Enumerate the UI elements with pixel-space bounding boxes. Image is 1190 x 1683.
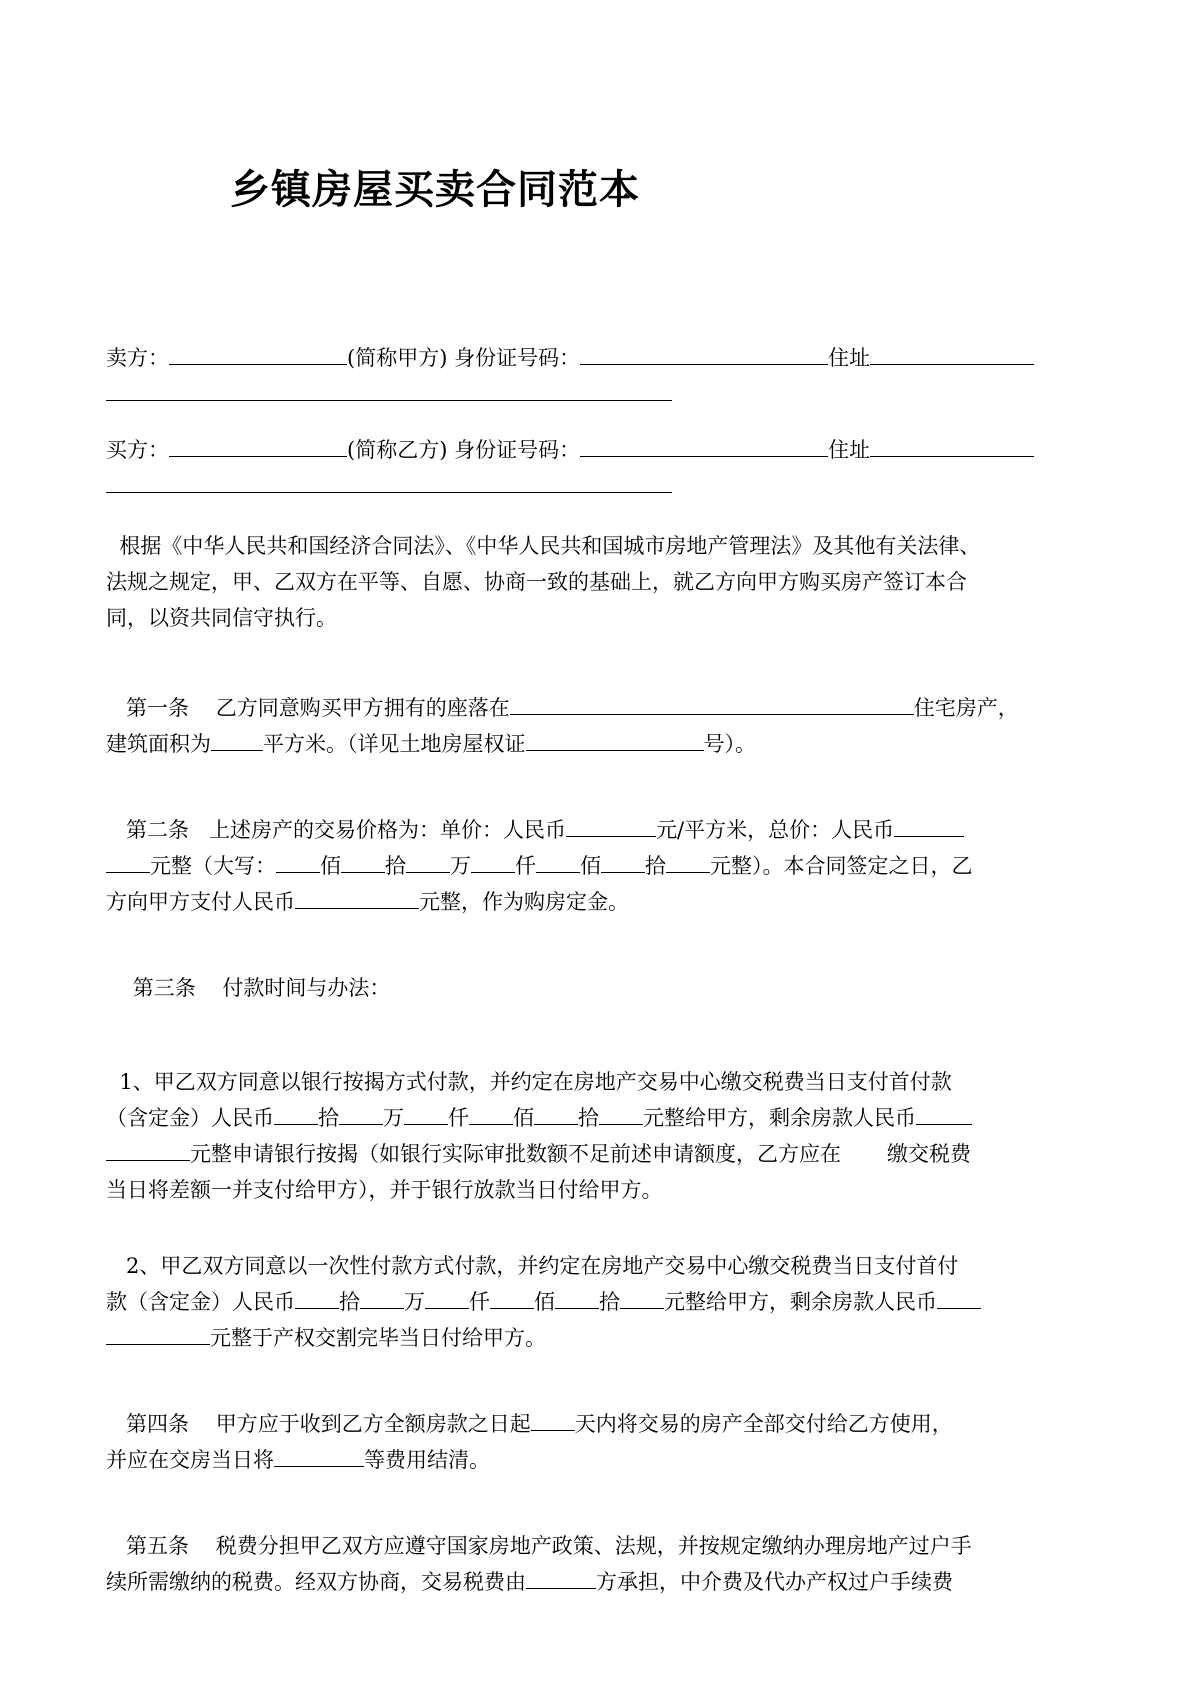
amount-blank [469, 1102, 513, 1125]
unit-label: 万 [404, 1290, 425, 1314]
payment-clause-1 [106, 1064, 1090, 1208]
amount-blank [666, 850, 710, 873]
buyer-address-blank-2 [106, 470, 672, 493]
balance-blank-2 [106, 1138, 190, 1161]
article-4-text: 甲方应于收到乙方全额房款之日起 [215, 1412, 531, 1436]
seller-label: 卖方： [106, 346, 169, 370]
seller-id-label: 身份证号码： [454, 346, 581, 370]
article-2-text: 元/平方米，总价：人民币 [656, 818, 895, 842]
article-5-text: 方承担，中介费及代办产权过户手续费 [596, 1570, 953, 1594]
article-2 [106, 812, 1090, 920]
total-price-blank-2 [106, 850, 150, 873]
fees-blank [274, 1444, 364, 1467]
seller-name-blank [169, 342, 347, 365]
article-1-text: 平方米。（详见土地房屋权证 [263, 732, 526, 756]
buyer-address-label: 住址 [828, 438, 871, 462]
seller-id-blank [580, 342, 828, 365]
preamble-line-1: 根据《中华人民共和国经济合同法》、《中华人民共和国城市房地产管理法》及其他有关法律、 [119, 534, 981, 558]
payment-clause-2 [106, 1248, 1090, 1356]
buyer-name-blank [169, 434, 347, 457]
article-3 [106, 970, 1090, 1006]
amount-blank [295, 1286, 339, 1309]
article-5-text: 续所需缴纳的税费。经双方协商，交易税费由 [106, 1570, 526, 1594]
amount-blank [490, 1286, 534, 1309]
unit-label: 仟 [448, 1106, 469, 1130]
buyer-id-label: 身份证号码： [454, 438, 581, 462]
location-blank [510, 692, 914, 715]
article-4-text: 等费用结清。 [364, 1448, 490, 1472]
total-price-blank [894, 814, 964, 837]
clause-1-text: 当日将差额一并支付给甲方），并于银行放款当日付给甲方。 [106, 1178, 663, 1202]
amount-blank [555, 1286, 599, 1309]
balance-blank [916, 1102, 972, 1125]
clause-2-text: 元整给甲方，剩余房款人民币 [664, 1290, 937, 1314]
article-5-heading: 第五条 [126, 1534, 190, 1558]
certificate-blank [526, 728, 704, 751]
article-2-text: 元整，作为购房定金。 [419, 890, 629, 914]
clause-1-text: 1、甲乙双方同意以银行按揭方式付款，并约定在房地产交易中心缴交税费当日支付首付款 [119, 1070, 952, 1094]
clause-1-text: 缴交税费 [887, 1142, 971, 1166]
unit-label: 万 [383, 1106, 404, 1130]
amount-blank [536, 850, 580, 873]
buyer-id-blank [580, 434, 828, 457]
amount-blank [341, 850, 385, 873]
preamble-line-2: 法规之规定，甲、乙双方在平等、自愿、协商一致的基础上，就乙方向甲方购买房产签订本合 [106, 570, 967, 594]
amount-blank [601, 850, 645, 873]
unit-label: 万 [450, 854, 471, 878]
balance-blank-2 [106, 1322, 210, 1345]
article-3-heading: 第三条 [132, 976, 196, 1000]
amount-blank [425, 1286, 469, 1309]
amount-blank [620, 1286, 664, 1309]
unit-label: 拾 [645, 854, 666, 878]
article-2-text: 方向甲方支付人民币 [106, 890, 295, 914]
article-1-text: 号）。 [703, 732, 756, 756]
document-title: 乡镇房屋买卖合同范本 [230, 167, 640, 213]
article-1-text: 乙方同意购买甲方拥有的座落在 [215, 696, 510, 720]
buyer-alias: (简称乙方) [347, 438, 448, 462]
unit-label: 仟 [515, 854, 536, 878]
amount-blank [404, 1102, 448, 1125]
article-5 [106, 1528, 1090, 1600]
clause-2-text: 款（含定金）人民币 [106, 1290, 295, 1314]
area-blank [211, 728, 263, 751]
days-blank [531, 1408, 575, 1431]
unit-label: 佰 [534, 1290, 555, 1314]
amount-blank [276, 850, 320, 873]
preamble [106, 528, 1090, 636]
article-1-text: 建筑面积为 [106, 732, 211, 756]
article-4 [106, 1406, 1090, 1478]
article-2-text: 元整（大写： [150, 854, 276, 878]
buyer-block [106, 432, 1090, 504]
unit-price-blank [566, 814, 656, 837]
balance-blank [937, 1286, 981, 1309]
article-1 [106, 690, 1090, 762]
clause-1-text: 元整给甲方，剩余房款人民币 [643, 1106, 916, 1130]
unit-label: 佰 [320, 854, 341, 878]
unit-label: 佰 [580, 854, 601, 878]
seller-address-blank-2 [106, 378, 672, 401]
seller-block [106, 340, 1090, 412]
amount-blank [274, 1102, 318, 1125]
article-2-text: 元整）。本合同签定之日，乙 [710, 854, 973, 878]
clause-2-text: 元整于产权交割完毕当日付给甲方。 [210, 1326, 546, 1350]
amount-blank [360, 1286, 404, 1309]
clause-2-text: 2、甲乙双方同意以一次性付款方式付款，并约定在房地产交易中心缴交税费当日支付首付 [126, 1254, 959, 1278]
preamble-line-3: 同，以资共同信守执行。 [106, 606, 337, 630]
article-3-text: 付款时间与办法： [222, 976, 391, 1000]
unit-label: 拾 [385, 854, 406, 878]
unit-label: 仟 [469, 1290, 490, 1314]
clause-1-text: （含定金）人民币 [106, 1106, 274, 1130]
amount-blank [339, 1102, 383, 1125]
article-2-heading: 第二条 [126, 818, 190, 842]
amount-blank [534, 1102, 578, 1125]
seller-address-blank [870, 342, 1034, 365]
unit-label: 拾 [578, 1106, 599, 1130]
article-4-text: 并应在交房当日将 [106, 1448, 274, 1472]
deposit-blank [295, 886, 419, 909]
article-5-text: 税费分担甲乙双方应遵守国家房地产政策、法规，并按规定缴纳办理房地产过户手 [215, 1534, 972, 1558]
clause-1-text: 元整申请银行按揭（如银行实际审批数额不足前述申请额度，乙方应在 [190, 1142, 841, 1166]
amount-blank [406, 850, 450, 873]
tax-party-blank [526, 1566, 596, 1589]
seller-address-label: 住址 [828, 346, 871, 370]
amount-blank [599, 1102, 643, 1125]
article-2-text: 上述房产的交易价格为：单价：人民币 [209, 818, 567, 842]
buyer-label: 买方： [106, 438, 169, 462]
article-4-heading: 第四条 [126, 1412, 190, 1436]
unit-label: 拾 [318, 1106, 339, 1130]
article-1-heading: 第一条 [126, 696, 190, 720]
unit-label: 拾 [339, 1290, 360, 1314]
amount-blank [471, 850, 515, 873]
article-4-text: 天内将交易的房产全部交付给乙方使用， [574, 1412, 953, 1436]
seller-alias: (简称甲方) [347, 346, 448, 370]
unit-label: 佰 [513, 1106, 534, 1130]
unit-label: 拾 [599, 1290, 620, 1314]
buyer-address-blank [870, 434, 1034, 457]
article-1-text: 住宅房产， [913, 696, 1019, 720]
